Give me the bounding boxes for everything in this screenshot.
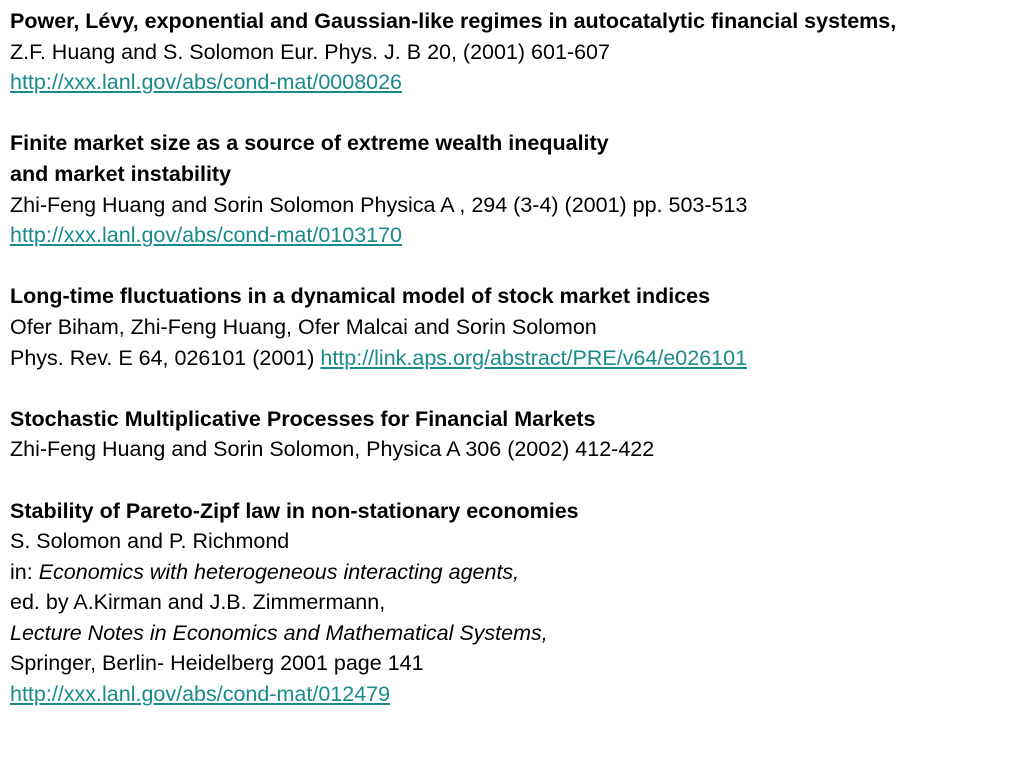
- reference-list: [10, 6, 1014, 710]
- reference-authors: S. Solomon and P. Richmond: [10, 529, 290, 554]
- reference-link[interactable]: http://xxx.lanl.gov/abs/cond-mat/0103170: [10, 223, 403, 248]
- reference-title: Finite market size as a source of extreme wealth inequality: [10, 131, 609, 156]
- reference-item-3: [10, 281, 1014, 373]
- reference-citation: Phys. Rev. E 64, 026101 (2001): [10, 345, 315, 370]
- reference-authors-citation: Z.F. Huang and S. Solomon Eur. Phys. J. B 20, (2001) 601-607: [10, 39, 610, 64]
- reference-authors-citation: Zhi-Feng Huang and Sorin Solomon, Physica A 306 (2002) 412-422: [10, 437, 655, 462]
- reference-title: Power, Lévy, exponential and Gaussian-like regimes in autocatalytic financial systems,: [10, 9, 897, 33]
- reference-title: Stability of Pareto-Zipf law in non-stationary economies: [10, 498, 579, 523]
- reference-item-5: [10, 496, 1014, 710]
- reference-item-4: [10, 404, 1014, 465]
- reference-publisher: Springer, Berlin- Heidelberg 2001 page 141: [10, 651, 424, 676]
- reference-link[interactable]: http://xxx.lanl.gov/abs/cond-mat/0008026: [10, 70, 403, 95]
- reference-title: Stochastic Multiplicative Processes for Financial Markets: [10, 406, 596, 431]
- reference-book-title: Economics with heterogeneous interacting agents,: [38, 559, 520, 584]
- reference-authors-citation: Zhi-Feng Huang and Sorin Solomon Physica A , 294 (3-4) (2001) pp. 503-513: [10, 192, 748, 217]
- reference-in-prefix: in:: [10, 559, 39, 584]
- reference-editors: ed. by A.Kirman and J.B. Zimmermann,: [10, 590, 386, 615]
- reference-link[interactable]: http://xxx.lanl.gov/abs/cond-mat/012479: [10, 682, 391, 707]
- reference-title-continued: and market instability: [10, 161, 232, 186]
- reference-item-2: [10, 128, 1014, 250]
- reference-link[interactable]: http://link.aps.org/abstract/PRE/v64/e026101: [320, 345, 748, 370]
- reference-authors: Ofer Biham, Zhi-Feng Huang, Ofer Malcai and Sorin Solomon: [10, 314, 597, 339]
- reference-item-1: [10, 6, 1014, 98]
- reference-series: Lecture Notes in Economics and Mathematical Systems,: [10, 620, 548, 645]
- reference-title: Long-time fluctuations in a dynamical model of stock market indices: [10, 284, 711, 309]
